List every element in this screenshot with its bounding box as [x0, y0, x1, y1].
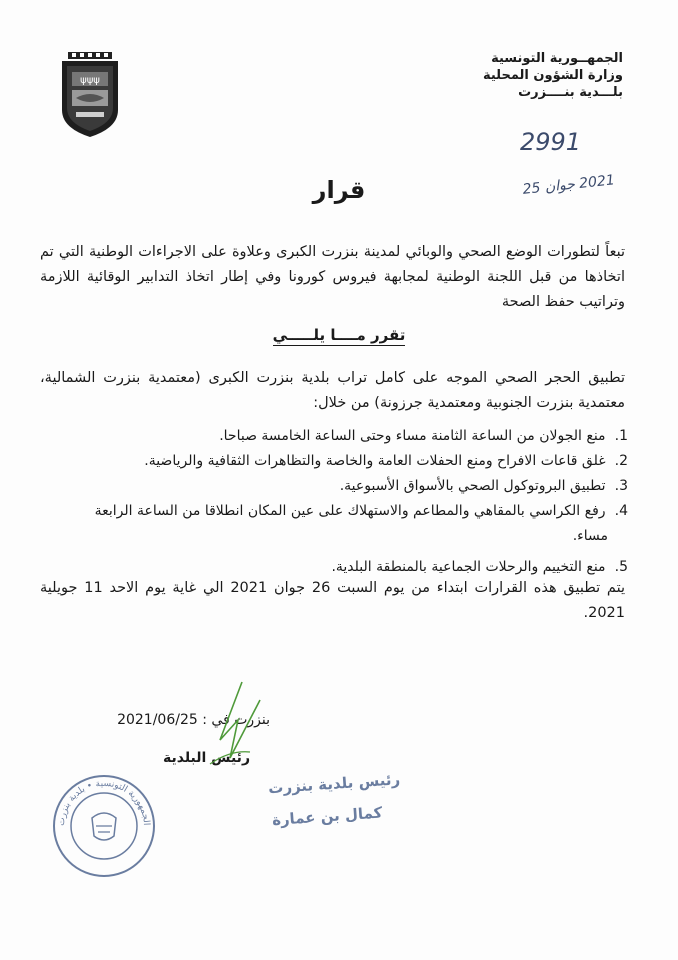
- letterhead: [423, 50, 623, 101]
- received-date: 2021 جوان 25: [521, 172, 616, 198]
- svg-text:ψψψ: ψψψ: [80, 75, 100, 86]
- signatory-stamp: [230, 770, 404, 852]
- header-municipality: بلـــدية بنــــزرت: [518, 85, 623, 100]
- official-round-seal: [52, 774, 156, 878]
- municipality-emblem: [58, 52, 122, 138]
- measure-item: [68, 474, 628, 499]
- measure-text: منع التخييم والرحلات الجماعية بالمنطقة البلدية.: [331, 559, 606, 575]
- reference-number: 2991: [520, 128, 582, 156]
- decision-heading: [0, 326, 678, 344]
- measure-text: غلق قاعات الافراح ومنع الحفلات العامة والخاصة والتظاهرات الثقافية والرياضية.: [144, 453, 606, 469]
- measure-text: رفع الكراسي بالمقاهي والمطاعم والاستهلاك على عين المكان انطلاقا من الساعة الرابعة مساء.: [94, 503, 608, 544]
- stamp-title: رئيس بلدية بنزرت: [267, 770, 401, 798]
- preamble-paragraph: تبعاً لتطورات الوضع الصحي والوبائي لمدينة بنزرت الكبرى وعلاوة على الاجراءات الوطنية التي تم اتخاذها من قبل اللجنة الوطنية لمجابهة فيروس كورونا وفي إطار اتخاذ التدابير الوقائية اللازمة وتراتيب حفظ الصحة: [40, 244, 625, 310]
- document-title: قرار: [312, 176, 366, 204]
- measure-number: 4.: [614, 503, 628, 519]
- validity-paragraph: يتم تطبيق هذه القرارات ابتداء من يوم السبت 26 جوان 2021 الي غاية يوم الاحد 11 جويلية 2021.: [40, 580, 625, 621]
- stamp-name: كمال بن عمارة: [271, 803, 383, 830]
- measure-number: 5.: [614, 559, 628, 575]
- header-ministry: وزارة الشؤون المحلية: [482, 68, 623, 83]
- signatory-role: رئيس البلدية: [162, 750, 250, 766]
- measure-number: 3.: [614, 478, 628, 494]
- measure-number: 1.: [614, 428, 628, 444]
- header-country: الجمهــورية التونسية: [491, 51, 623, 66]
- decision-heading-text: تقرر مــــا يلـــــي: [272, 326, 406, 344]
- measure-item: [68, 499, 628, 549]
- measure-text: منع الجولان من الساعة الثامنة مساء وحتى الساعة الخامسة صباحا.: [219, 428, 606, 444]
- measure-item: [68, 424, 628, 449]
- place-and-date: بنزرت في : 2021/06/25: [117, 712, 270, 728]
- measure-text: تطبيق البروتوكول الصحي بالأسواق الأسبوعية.: [339, 478, 606, 494]
- measure-number: 2.: [614, 453, 628, 469]
- handwritten-signature: [190, 680, 280, 770]
- svg-text:الجمهورية التونسية • بلدية بنز: الجمهورية التونسية • بلدية بنزرت: [56, 778, 152, 827]
- scope-paragraph: تطبيق الحجر الصحي الموجه على كامل تراب بلدية بنزرت الكبرى (معتمدية بنزرت الشمالية، معتمدية بنزرت الجنوبية ومعتمدية جرزونة) من خلال:: [40, 370, 625, 411]
- measure-item: [68, 449, 628, 474]
- measures-list: [68, 424, 628, 580]
